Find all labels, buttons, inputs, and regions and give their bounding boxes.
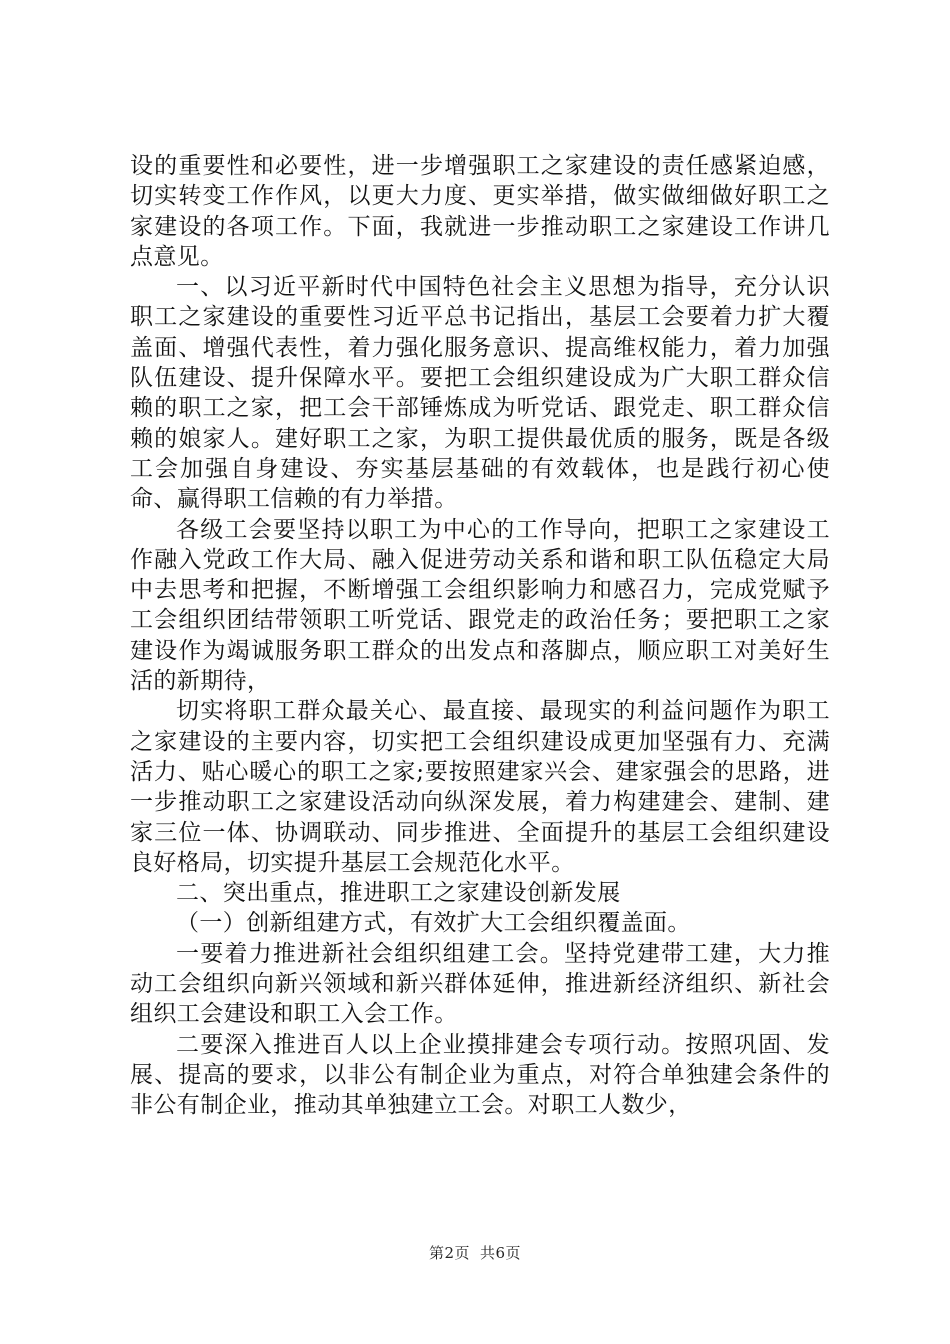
paragraph-8: 二要深入推进百人以上企业摸排建会专项行动。按照巩固、发展、提高的要求，以非公有制企业为重点，对符合单独建会条件的非公有制企业，推动其单独建立工会。对职工人数少， [130, 1031, 830, 1119]
page-footer [0, 1242, 950, 1263]
paragraph-1: 设的重要性和必要性，进一步增强职工之家建设的责任感紧迫感，切实转变工作作风，以更大力度、更实举措，做实做细做好职工之家建设的各项工作。下面，我就进一步推动职工之家建设工作讲几点意见。 [130, 153, 830, 270]
paragraph-2: 一、以习近平新时代中国特色社会主义思想为指导，充分认识职工之家建设的重要性习近平总书记指出，基层工会要着力扩大覆盖面、增强代表性，着力强化服务意识、提高维权能力，着力加强队伍建设、提升保障水平。要把工会组织建设成为广大职工群众信赖的职工之家，把工会干部锤炼成为听党话、跟党走、职工群众信赖的娘家人。建好职工之家，为职工提供最优质的服务，既是各级工会加强自身建设、夯实基层基础的有效载体，也是践行初心使命、赢得职工信赖的有力举措。 [130, 274, 830, 513]
page-total: 共6页 [480, 1244, 522, 1262]
paragraph-3: 各级工会要坚持以职工为中心的工作导向，把职工之家建设工作融入党政工作大局、融入促进劳动关系和谐和职工队伍稳定大局中去思考和把握，不断增强工会组织影响力和感召力，完成党赋予工会组织团结带领职工听党话、跟党走的政治任务；要把职工之家建设作为竭诚服务职工群众的出发点和落脚点，顺应职工对美好生活的新期待， [130, 516, 830, 695]
document-body [130, 151, 830, 1121]
subsection-heading-1: （一）创新组建方式，有效扩大工会组织覆盖面。 [176, 910, 691, 937]
paragraph-4: 切实将职工群众最关心、最直接、最现实的利益问题作为职工之家建设的主要内容，切实把工会组织建设成更加坚强有力、充满活力、贴心暖心的职工之家;要按照建家兴会、建家强会的思路，进一步推动职工之家建设活动向纵深发展，着力构建建会、建制、建家三位一体、协调联动、同步推进、全面提升的基层工会组织建设良好格局，切实提升基层工会规范化水平。 [130, 698, 830, 876]
paragraph-7: 一要着力推进新社会组织组建工会。坚持党建带工建，大力推动工会组织向新兴领域和新兴群体延伸，推进新经济组织、新社会组织工会建设和职工入会工作。 [130, 940, 830, 1028]
page-number: 第2页 [428, 1244, 470, 1262]
section-heading-2: 二、突出重点，推进职工之家建设创新发展 [176, 880, 621, 907]
